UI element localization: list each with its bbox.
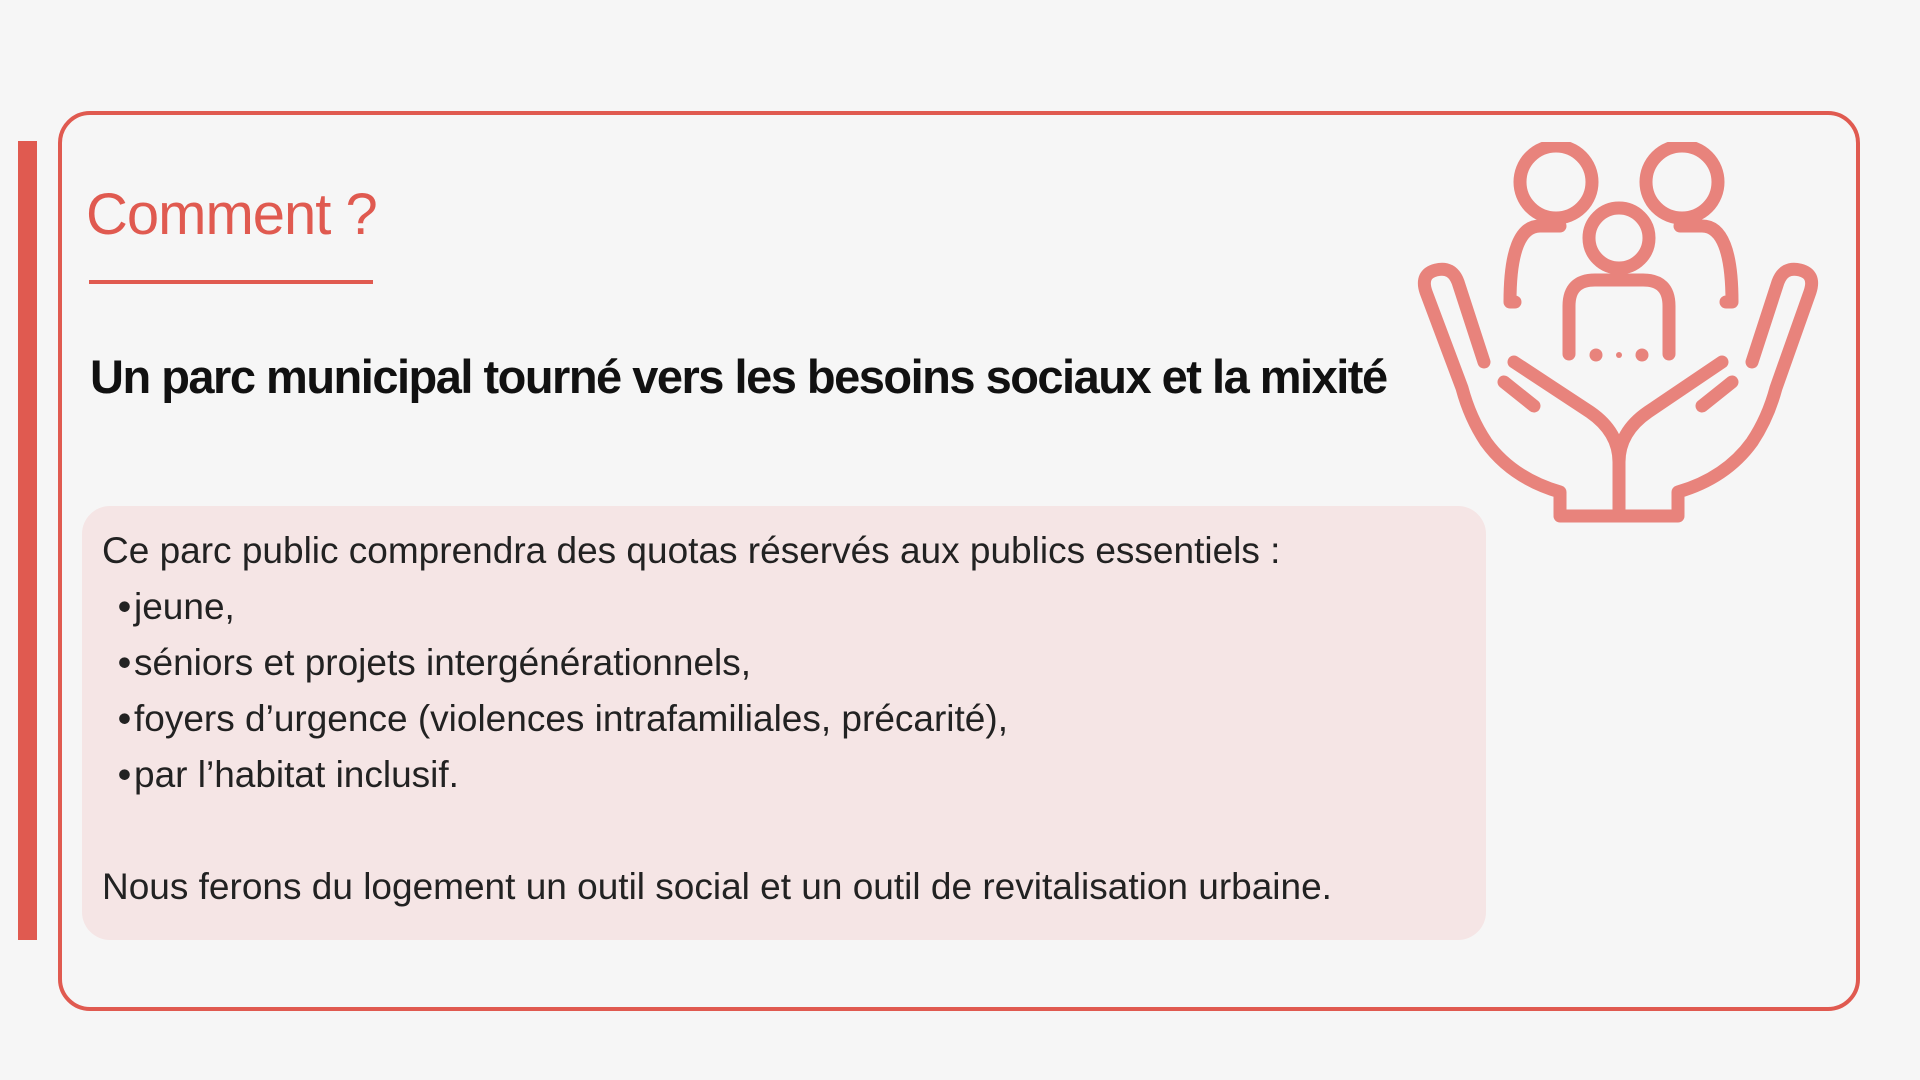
bullet-text: jeune, [134,586,235,627]
body-text-box [82,506,1486,940]
bullet-list [102,579,1486,803]
bullet-dot: • [118,754,131,795]
bullet-dot: • [118,698,131,739]
bullet-item [118,635,1486,691]
slide-subtitle: Un parc municipal tourné vers les besoins sociaux et la mixité [90,350,1387,403]
bullet-dot: • [118,586,131,627]
bullet-text: foyers d’urgence (violences intrafamiliales, précarité), [134,698,1008,739]
bullet-text: par l’habitat inclusif. [134,754,459,795]
slide-title: Comment ? [86,182,377,247]
bullet-dot: • [118,642,131,683]
title-underline [89,280,373,284]
bullet-text: séniors et projets intergénérationnels, [134,642,752,683]
bullet-item [118,579,1486,635]
body-conclusion: Nous ferons du logement un outil social et un outil de revitalisation urbaine. [102,866,1332,907]
body-intro: Ce parc public comprendra des quotas réservés aux publics essentiels : [102,530,1281,571]
bullet-item [118,747,1486,803]
paragraph-spacer [102,803,1486,859]
accent-side-bar [18,141,37,940]
community-care-hands-icon [1412,142,1824,542]
bullet-item [118,691,1486,747]
